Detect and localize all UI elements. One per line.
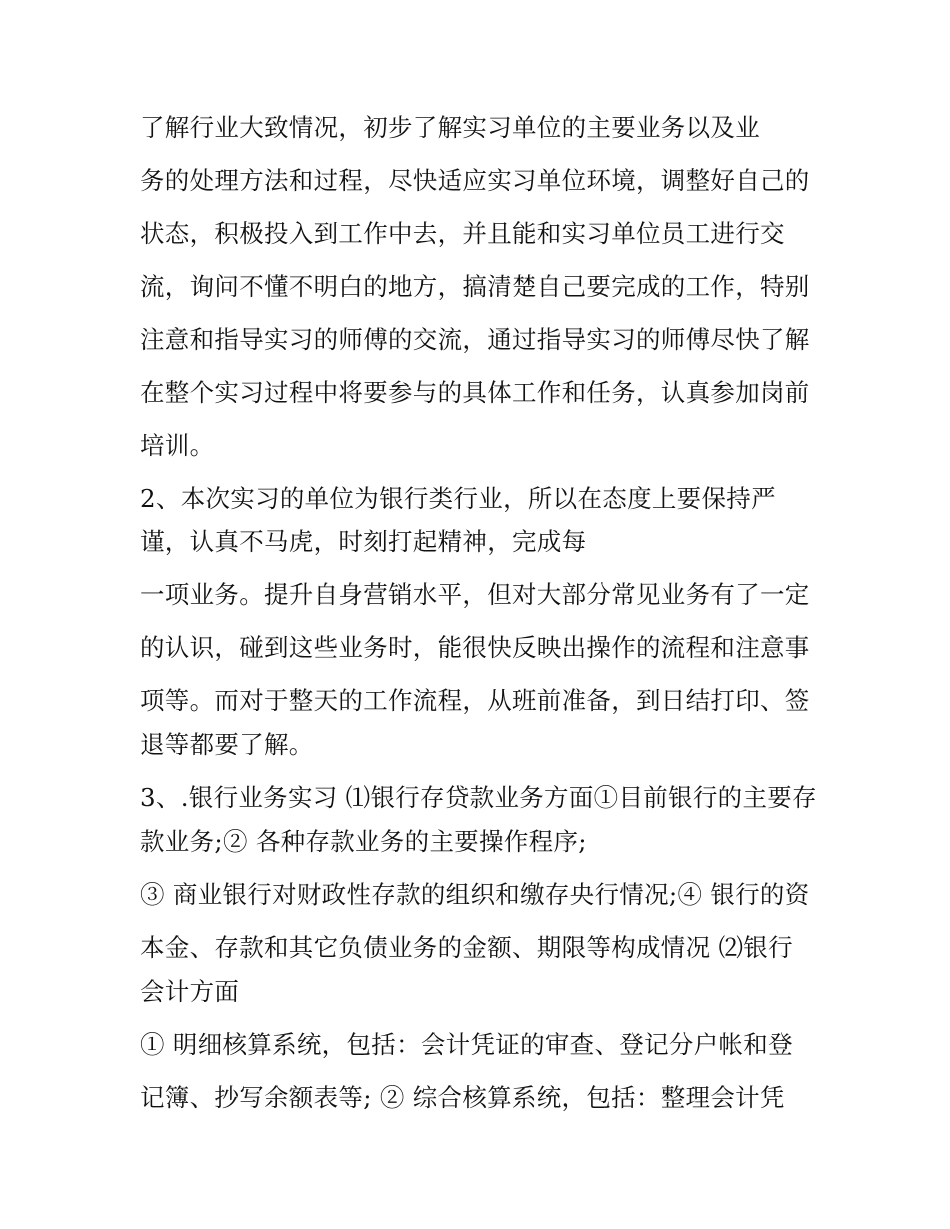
- text-line: 会计方面: [140, 977, 240, 1006]
- text-line: 记簿、抄写余额表等; ② 综合核算系统，包括：整理会计凭: [140, 1083, 785, 1112]
- text-line: ① 明细核算系统，包括：会计凭证的审查、登记分户帐和登: [140, 1030, 793, 1059]
- text-line: 谨，认真不马虎，时刻打起精神，完成每: [140, 527, 587, 556]
- text-line: 在整个实习过程中将要参与的具体工作和任务，认真参加岗前: [140, 378, 810, 407]
- text-line: 了解行业大致情况，初步了解实习单位的主要业务以及业: [140, 113, 760, 142]
- text-line: 状态，积极投入到工作中去，并且能和实习单位员工进行交: [140, 219, 785, 248]
- text-line: 退等都要了解。: [140, 730, 314, 759]
- text-line: 培训。: [140, 431, 215, 460]
- text-line: 一项业务。提升自身营销水平，但对大部分常见业务有了一定: [140, 580, 810, 609]
- text-line: 务的处理方法和过程，尽快适应实习单位环境，调整好自己的: [140, 166, 810, 195]
- text-line: 项等。而对于整天的工作流程，从班前准备，到日结打印、签: [140, 686, 810, 715]
- text-line: ③ 商业银行对财政性存款的组织和缴存央行情况;④ 银行的资: [140, 880, 810, 909]
- text-line: 款业务;② 各种存款业务的主要操作程序;: [140, 827, 587, 856]
- text-line: 3、.银行业务实习 ⑴银行存贷款业务方面①目前银行的主要存: [140, 783, 817, 812]
- text-line: 本金、存款和其它负债业务的金额、期限等构成情况 ⑵银行: [140, 933, 793, 962]
- text-line: 注意和指导实习的师傅的交流，通过指导实习的师傅尽快了解: [140, 325, 810, 354]
- text-line: 流，询问不懂不明白的地方，搞清楚自己要完成的工作，特别: [140, 272, 810, 301]
- text-line: 2、本次实习的单位为银行类行业，所以在态度上要保持严: [140, 484, 776, 513]
- text-line: 的认识，碰到这些业务时，能很快反映出操作的流程和注意事: [140, 633, 810, 662]
